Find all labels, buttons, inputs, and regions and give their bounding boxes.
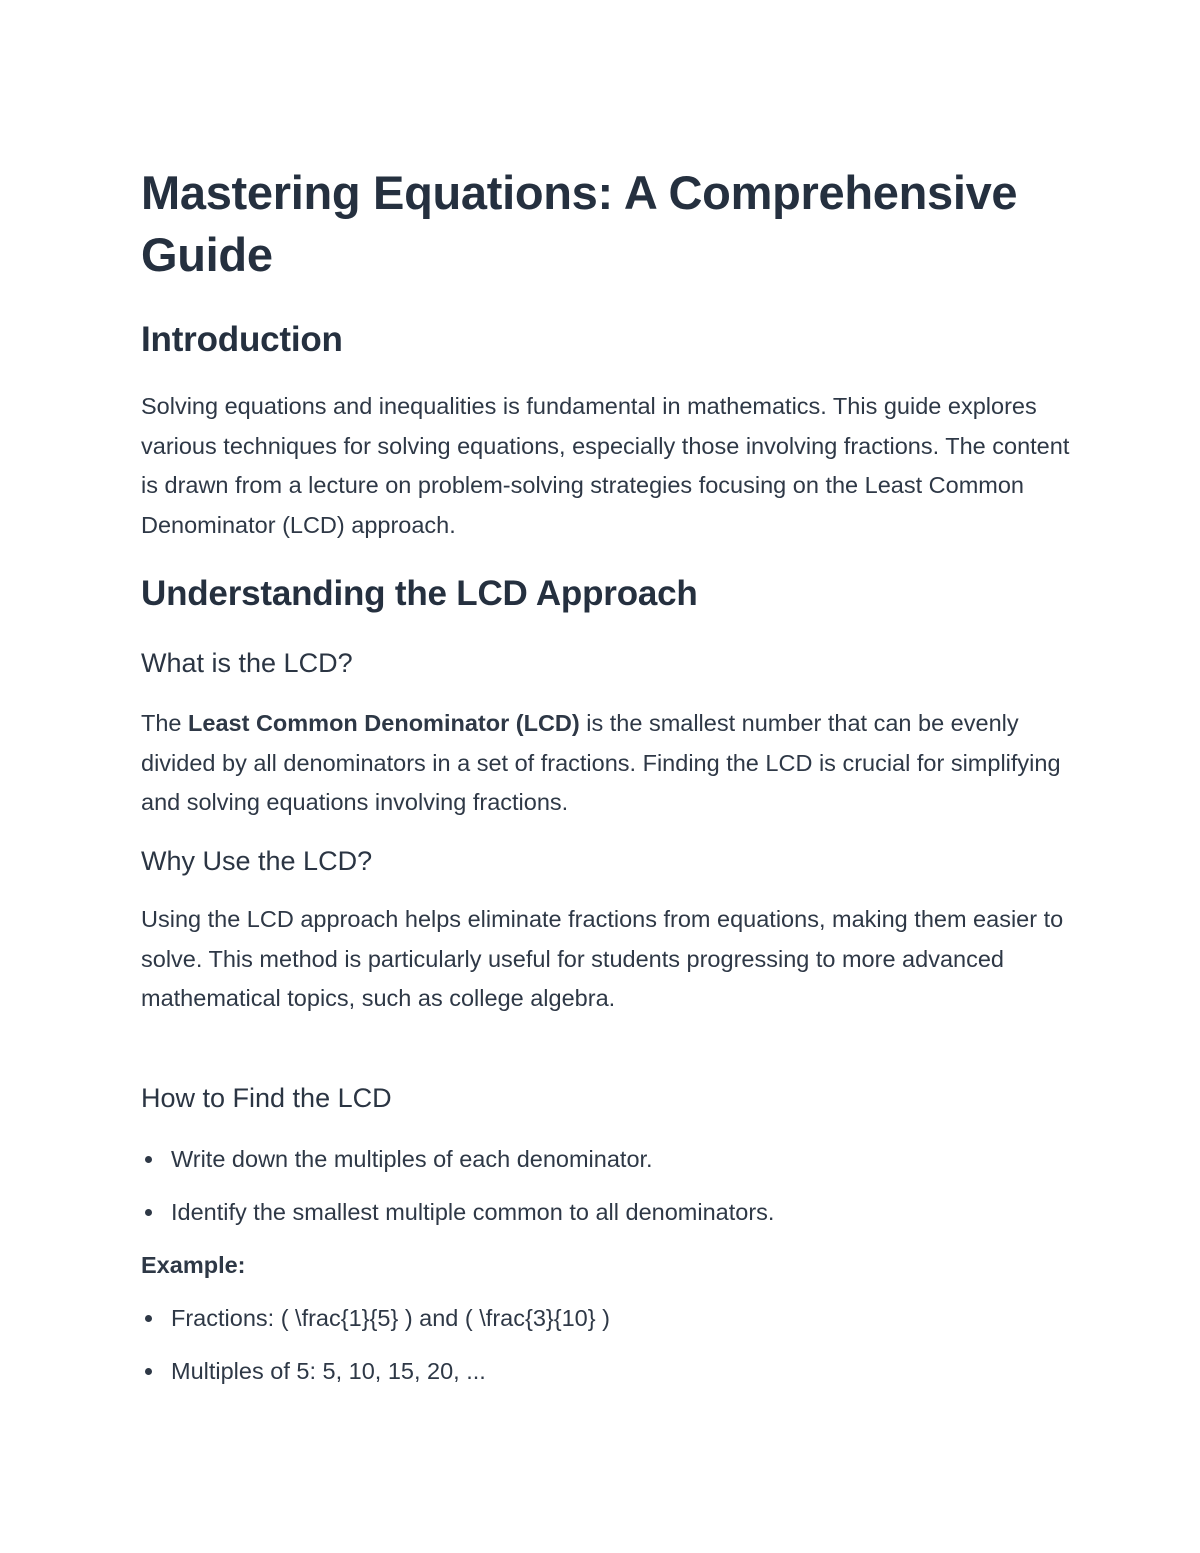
section-heading-lcd-approach: Understanding the LCD Approach xyxy=(141,574,698,613)
subheading-how-to-find-lcd: How to Find the LCD xyxy=(141,1083,392,1113)
why-lcd-paragraph: Using the LCD approach helps eliminate fractions from equations, making them easier to solve. This method is particularly useful for students progressing to more advanced mathematical topics, such as college algebra. xyxy=(141,906,1064,1011)
example-list xyxy=(141,1302,1071,1408)
section-heading-introduction: Introduction xyxy=(141,320,343,359)
list-item xyxy=(141,1143,1071,1175)
list-item xyxy=(141,1196,1071,1228)
page-title: Mastering Equations: A Comprehensive Guide xyxy=(141,166,1018,281)
list-item-text: Fractions: ( \frac{1}{5} ) and ( \frac{3}{10} ) xyxy=(171,1305,610,1331)
bullet-icon xyxy=(145,1315,152,1322)
lcd-term: Least Common Denominator (LCD) xyxy=(188,710,580,736)
subheading-why-use-lcd: Why Use the LCD? xyxy=(141,846,373,876)
list-item-text: Write down the multiples of each denominator. xyxy=(171,1146,653,1172)
lcd-definition-paragraph xyxy=(141,704,1071,823)
intro-paragraph: Solving equations and inequalities is fundamental in mathematics. This guide explores various techniques for solving equations, especially those involving fractions. The content is drawn from a lecture on problem-solving strategies focusing on the Least Common Denominator (LCD) approach. xyxy=(141,393,1070,538)
list-item-text: Multiples of 5: 5, 10, 15, 20, ... xyxy=(171,1358,486,1384)
bullet-icon xyxy=(145,1209,152,1216)
subheading-what-is-lcd: What is the LCD? xyxy=(141,648,353,678)
steps-list xyxy=(141,1143,1071,1249)
list-item xyxy=(141,1302,1071,1334)
bullet-icon xyxy=(145,1368,152,1375)
list-item xyxy=(141,1355,1071,1387)
lcd-definition-lead: The xyxy=(141,710,189,736)
list-item-text: Identify the smallest multiple common to all denominators. xyxy=(171,1199,775,1225)
lcd-definition-rest: is the smallest number that can be evenly divided by all denominators in a set of fractions. Finding the LCD is crucial for simplifying and solving equations involving fractions. xyxy=(141,710,1061,815)
bullet-icon xyxy=(145,1156,152,1163)
example-label: Example: xyxy=(141,1252,246,1278)
